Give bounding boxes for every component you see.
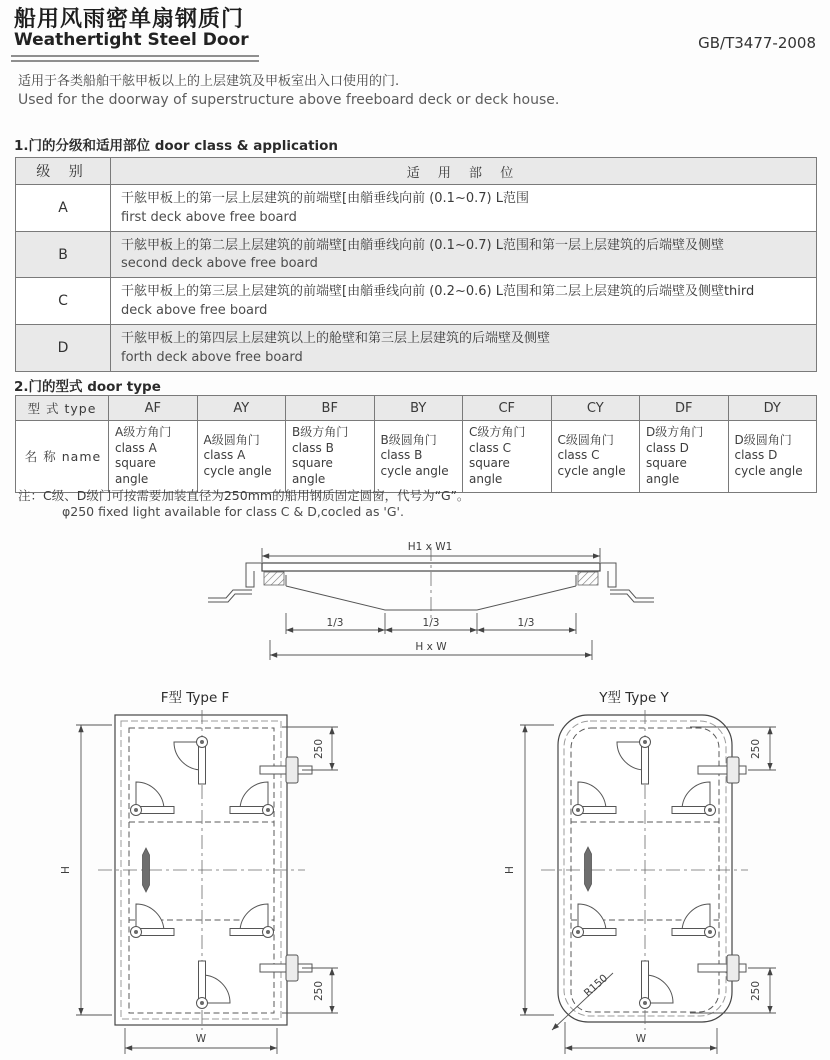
application-zh: 干舷甲板上的第一层上层建筑的前端壁[由艏垂线向前 (0.1~0.7) L范围 bbox=[121, 191, 529, 206]
table-header-row bbox=[16, 396, 817, 421]
dim-label-250: 250 bbox=[313, 738, 325, 760]
dim-label-r150: R150 bbox=[581, 972, 611, 1000]
application-en: second deck above free board bbox=[121, 256, 318, 272]
col-header-application: 适 用 部 位 bbox=[111, 158, 817, 185]
application-cell bbox=[111, 185, 817, 232]
door-class-table bbox=[15, 157, 817, 372]
type-header: DY bbox=[728, 396, 817, 421]
dim-label-250: 250 bbox=[313, 980, 325, 1002]
type-f-label: F型 Type F bbox=[160, 690, 230, 706]
dim-label-third: 1/3 bbox=[517, 617, 535, 629]
title-underline bbox=[11, 55, 259, 62]
application-cell bbox=[111, 325, 817, 372]
dim-label-250: 250 bbox=[750, 738, 762, 760]
col-header-class: 级 别 bbox=[16, 158, 111, 185]
page-title: 船用风雨密单扇钢质门 bbox=[14, 7, 245, 32]
type-header: BY bbox=[374, 396, 463, 421]
type-header: BF bbox=[286, 396, 375, 421]
application-en: first deck above free board bbox=[121, 209, 297, 225]
application-en: forth deck above free board bbox=[121, 349, 303, 365]
table-row bbox=[16, 185, 817, 232]
table-row bbox=[16, 325, 817, 372]
door-lever bbox=[585, 847, 592, 891]
name-cell: D级圆角门 class D cycle angle bbox=[728, 421, 817, 493]
name-cell: D级方角门 class D square angle bbox=[640, 421, 729, 493]
dim-label-hxw: H x W bbox=[415, 641, 447, 653]
page-subtitle: Weathertight Steel Door bbox=[14, 30, 249, 50]
application-cell bbox=[111, 278, 817, 325]
table-row bbox=[16, 278, 817, 325]
name-cell: A级圆角门 class A cycle angle bbox=[197, 421, 286, 493]
note-zh: 注：C级、D级门可按需要加装直径为250mm的船用钢质固定圆窗，代号为“G”。 bbox=[18, 488, 470, 503]
type-header: CF bbox=[463, 396, 552, 421]
type-y-label: Y型 Type Y bbox=[599, 690, 669, 706]
type-header: DF bbox=[640, 396, 729, 421]
name-cell: C级方角门 class C square angle bbox=[463, 421, 552, 493]
name-cell: B级圆角门 class B cycle angle bbox=[374, 421, 463, 493]
dim-label-h: H bbox=[504, 866, 516, 874]
type-f-drawing bbox=[60, 689, 338, 1054]
name-cell: C级圆角门 class C cycle angle bbox=[551, 421, 640, 493]
dim-label-w: W bbox=[635, 1033, 647, 1045]
class-cell: C bbox=[16, 278, 111, 325]
dim-label-h1w1: H1 x W1 bbox=[407, 541, 453, 553]
gasket-block bbox=[264, 572, 284, 585]
note-en: φ250 fixed light available for class C & D,cocled as 'G'. bbox=[62, 504, 404, 519]
col-header-type: 型 式 type bbox=[16, 396, 109, 421]
section1-heading: 1.门的分级和适用部位 door class & application bbox=[14, 138, 339, 154]
dim-label-250: 250 bbox=[750, 980, 762, 1002]
class-cell: D bbox=[16, 325, 111, 372]
gasket-block bbox=[578, 572, 598, 585]
type-y-drawing bbox=[504, 689, 776, 1054]
table-row bbox=[16, 421, 817, 493]
application-zh: 干舷甲板上的第三层上层建筑的前端壁[由艏垂线向前 (0.2~0.6) L范围和第二层上层建筑的后端壁及侧壁third bbox=[121, 284, 755, 300]
name-cell: A级方角门 class A square angle bbox=[109, 421, 198, 493]
door-lever bbox=[143, 848, 150, 892]
col-header-name: 名 称 name bbox=[16, 421, 109, 493]
intro-text-zh: 适用于各类船舶干舷甲板以上的上层建筑及甲板室出入口使用的门. bbox=[18, 74, 400, 89]
application-en: deck above free board bbox=[121, 302, 268, 318]
application-cell bbox=[111, 231, 817, 278]
dim-label-third: 1/3 bbox=[326, 617, 344, 629]
type-header: AY bbox=[197, 396, 286, 421]
dim-label-third: 1/3 bbox=[422, 617, 440, 629]
application-zh: 干舷甲板上的第二层上层建筑的前端壁[由艏垂线向前 (0.1~0.7) L范围和第一层上层建筑的后端壁及侧壁 bbox=[121, 237, 724, 253]
door-type-table bbox=[15, 395, 817, 493]
technical-drawings bbox=[0, 530, 830, 1060]
section-view-drawing bbox=[208, 541, 654, 660]
application-zh: 干舷甲板上的第四层上层建筑以上的舱壁和第三层上层建筑的后端壁及侧壁 bbox=[121, 331, 551, 347]
section2-heading: 2.门的型式 door type bbox=[14, 379, 161, 395]
table-header-row bbox=[16, 158, 817, 185]
dim-label-w: W bbox=[195, 1033, 207, 1045]
dim-label-h: H bbox=[60, 866, 72, 874]
intro-text-en: Used for the doorway of superstructure above freeboard deck or deck house. bbox=[18, 92, 560, 108]
class-cell: B bbox=[16, 231, 111, 278]
standard-code: GB/T3477-2008 bbox=[698, 34, 816, 52]
class-cell: A bbox=[16, 185, 111, 232]
name-cell: B级方角门 class B square angle bbox=[286, 421, 375, 493]
type-header: AF bbox=[109, 396, 198, 421]
table-row bbox=[16, 231, 817, 278]
type-header: CY bbox=[551, 396, 640, 421]
